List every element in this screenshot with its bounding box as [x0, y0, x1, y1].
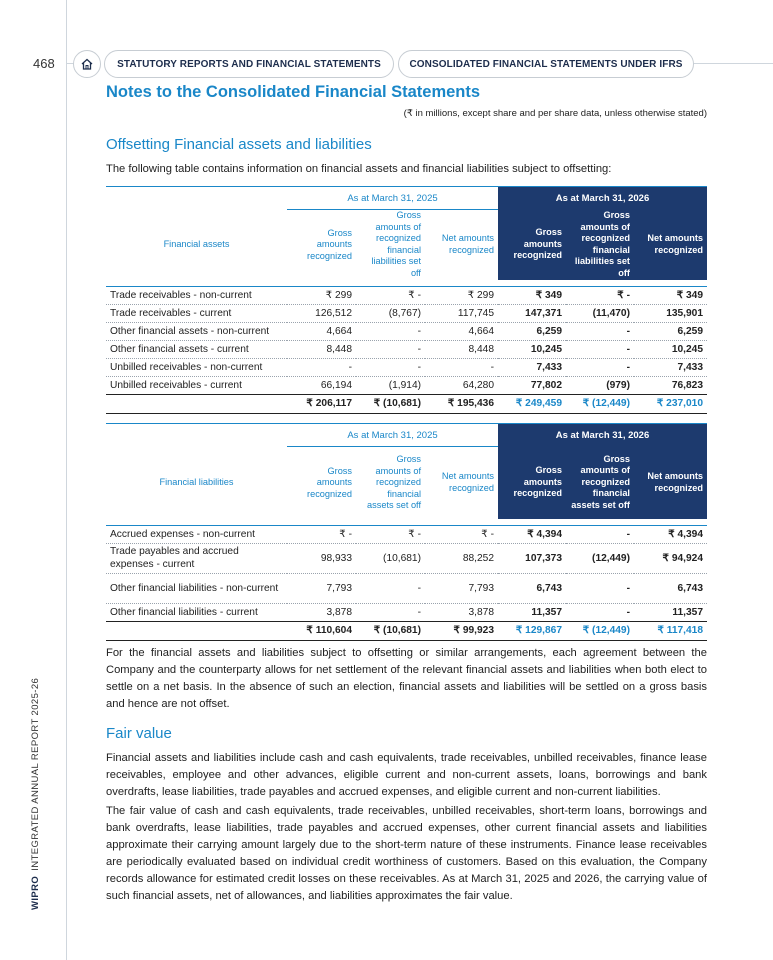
table-row	[106, 286, 707, 304]
home-button[interactable]	[73, 50, 101, 78]
table-row	[106, 304, 707, 322]
value-cell: 6,259	[634, 322, 707, 340]
value-cell: ₹ -	[566, 286, 634, 304]
totals-row	[106, 621, 707, 640]
column-header-label: Financial liabilities	[159, 476, 234, 487]
row-label: Trade payables and accrued expenses - current	[106, 543, 287, 573]
value-cell: 6,259	[498, 322, 566, 340]
total-cell: ₹ 99,923	[425, 621, 498, 640]
value-cell: 88,252	[425, 543, 498, 573]
value-cell: 4,664	[425, 322, 498, 340]
value-cell: 4,664	[287, 322, 356, 340]
page-title: Notes to the Consolidated Financial Statements	[106, 83, 481, 101]
column-header: Gross amounts recognized	[307, 227, 352, 261]
value-cell: 6,743	[498, 573, 566, 603]
row-label: Trade receivables - current	[106, 304, 287, 322]
value-cell: ₹ 349	[498, 286, 566, 304]
value-cell: 147,371	[498, 304, 566, 322]
totals-row	[106, 394, 707, 413]
table-row	[106, 543, 707, 573]
value-cell: 126,512	[287, 304, 356, 322]
side-brand	[30, 678, 41, 910]
value-cell: -	[425, 358, 498, 376]
column-header: Gross amounts recognized	[498, 210, 566, 280]
financial-liabilities-table	[106, 423, 707, 641]
value-cell: 10,245	[634, 340, 707, 358]
value-cell: -	[356, 340, 425, 358]
value-cell: 10,245	[498, 340, 566, 358]
value-cell: -	[566, 340, 634, 358]
value-cell: 7,433	[634, 358, 707, 376]
value-cell: (12,449)	[566, 543, 634, 573]
total-cell: ₹ (12,449)	[566, 394, 634, 413]
report-name: INTEGRATED ANNUAL REPORT 2025-26	[30, 677, 41, 871]
section-title-fair-value: Fair value	[106, 725, 172, 742]
financial-assets-table	[106, 186, 707, 414]
column-header: Gross amounts of recognized financial liabilities set off	[371, 210, 421, 278]
value-cell: 77,802	[498, 376, 566, 394]
value-cell: 107,373	[498, 543, 566, 573]
offset-paragraph: For the financial assets and liabilities subject to offsetting or similar arrangements, each agreement between the Company and the counterparty allows for net settlement of the relevant financial assets and liabilities when both elect to settle on a net basis. In the absence of such an election, financial assets and liabilities will be settled on a gross basis and hence are not offset.	[106, 647, 707, 710]
unit-note: (₹ in millions, except share and per share data, unless otherwise stated)	[403, 108, 707, 119]
value-cell: (8,767)	[356, 304, 425, 322]
value-cell: (10,681)	[356, 543, 425, 573]
page-number: 468	[33, 56, 55, 71]
table-row	[106, 573, 707, 603]
value-cell: 7,793	[425, 573, 498, 603]
value-cell: -	[356, 573, 425, 603]
row-label: Other financial assets - non-current	[106, 322, 287, 340]
table-row	[106, 376, 707, 394]
row-label: Other financial liabilities - current	[106, 603, 287, 621]
row-label: Other financial assets - current	[106, 340, 287, 358]
value-cell: -	[356, 603, 425, 621]
total-cell: ₹ (12,449)	[566, 621, 634, 640]
value-cell: (11,470)	[566, 304, 634, 322]
total-cell: ₹ (10,681)	[356, 621, 425, 640]
value-cell: -	[566, 322, 634, 340]
column-header: Net amounts recognized	[441, 471, 494, 493]
header-line-right	[692, 63, 773, 64]
column-header: Net amounts recognized	[634, 210, 707, 280]
row-label: Trade receivables - non-current	[106, 286, 287, 304]
row-label: Unbilled receivables - non-current	[106, 358, 287, 376]
value-cell: ₹ -	[425, 525, 498, 543]
value-cell: 117,745	[425, 304, 498, 322]
nav-statutory-reports[interactable]: STATUTORY REPORTS AND FINANCIAL STATEMENTS	[104, 50, 394, 78]
total-cell: ₹ 195,436	[425, 394, 498, 413]
table-row	[106, 603, 707, 621]
value-cell: ₹ 94,924	[634, 543, 707, 573]
value-cell: 3,878	[287, 603, 356, 621]
section-title-offsetting: Offsetting Financial assets and liabilities	[106, 136, 372, 153]
fair-value-paragraph-1: Financial assets and liabilities include cash and cash equivalents, trade receivables, unbilled receivables, finance lease receivables, employee and other advances, eligible current and non-current assets, loans, borrowings and bank overdrafts, lease liabilities, trade payables and accrued expenses, and eligible current and non-current liabilities.	[106, 752, 707, 798]
brand-name: WIPRO	[30, 875, 41, 910]
column-header: Gross amounts recognized	[498, 447, 566, 519]
value-cell: 8,448	[287, 340, 356, 358]
value-cell: 8,448	[425, 340, 498, 358]
total-cell: ₹ 117,418	[634, 621, 707, 640]
group-header-2026: As at March 31, 2026	[498, 187, 707, 210]
row-label: Accrued expenses - non-current	[106, 525, 287, 543]
row-label: Unbilled receivables - current	[106, 376, 287, 394]
value-cell: 7,793	[287, 573, 356, 603]
value-cell: 64,280	[425, 376, 498, 394]
value-cell: 3,878	[425, 603, 498, 621]
total-cell: ₹ 110,604	[287, 621, 356, 640]
home-icon	[80, 57, 94, 71]
value-cell: ₹ 4,394	[634, 525, 707, 543]
value-cell: -	[356, 358, 425, 376]
value-cell: 66,194	[287, 376, 356, 394]
total-cell: ₹ 129,867	[498, 621, 566, 640]
value-cell: -	[566, 525, 634, 543]
value-cell: ₹ -	[287, 525, 356, 543]
total-cell: ₹ 206,117	[287, 394, 356, 413]
value-cell: ₹ 299	[425, 286, 498, 304]
value-cell: ₹ -	[356, 525, 425, 543]
value-cell: -	[566, 603, 634, 621]
value-cell: -	[356, 322, 425, 340]
section-intro: The following table contains information on financial assets and financial liabilities subject to offsetting:	[106, 163, 612, 175]
margin-rule	[66, 0, 67, 960]
nav-consolidated-ifrs[interactable]: CONSOLIDATED FINANCIAL STATEMENTS UNDER IFRS	[398, 50, 694, 78]
value-cell: 76,823	[634, 376, 707, 394]
value-cell: (979)	[566, 376, 634, 394]
column-header: Gross amounts of recognized financial assets set off	[367, 454, 421, 510]
value-cell: ₹ 4,394	[498, 525, 566, 543]
value-cell: 11,357	[634, 603, 707, 621]
total-cell: ₹ 249,459	[498, 394, 566, 413]
column-header: Gross amounts of recognized financial assets set off	[566, 447, 634, 519]
column-header: Net amounts recognized	[441, 233, 494, 255]
column-header-label: Financial assets	[163, 238, 230, 249]
value-cell: ₹ 299	[287, 286, 356, 304]
value-cell: (1,914)	[356, 376, 425, 394]
table-row	[106, 322, 707, 340]
column-header: Net amounts recognized	[634, 447, 707, 519]
table-row	[106, 358, 707, 376]
value-cell: 11,357	[498, 603, 566, 621]
group-header-2026: As at March 31, 2026	[498, 424, 707, 447]
column-header: Gross amounts recognized	[307, 465, 352, 499]
table-row	[106, 340, 707, 358]
column-header: Gross amounts of recognized financial liabilities set off	[566, 210, 634, 280]
table-row	[106, 525, 707, 543]
value-cell: -	[287, 358, 356, 376]
value-cell: 7,433	[498, 358, 566, 376]
value-cell: 135,901	[634, 304, 707, 322]
row-label: Other financial liabilities - non-current	[106, 573, 287, 603]
value-cell: -	[566, 573, 634, 603]
value-cell: ₹ 349	[634, 286, 707, 304]
group-header-2025: As at March 31, 2025	[287, 424, 498, 447]
value-cell: -	[566, 358, 634, 376]
value-cell: 6,743	[634, 573, 707, 603]
value-cell: ₹ -	[356, 286, 425, 304]
group-header-2025: As at March 31, 2025	[287, 187, 498, 210]
total-cell: ₹ 237,010	[634, 394, 707, 413]
value-cell: 98,933	[287, 543, 356, 573]
total-cell: ₹ (10,681)	[356, 394, 425, 413]
fair-value-paragraph-2: The fair value of cash and cash equivalents, trade receivables, unbilled receivables, short-term loans, borrowings and bank overdrafts, lease liabilities, trade payables and accrued expenses, other current financial assets and liabilities approximate their carrying amount largely due to the short-term nature of these instruments. Finance lease receivables are periodically evaluated based on individual credit worthiness of customers. Based on this evaluation, the Company records allowance for estimated credit losses on these receivables. As at March 31, 2025 and 2026, the carrying value of such financial assets, net of allowances, and liabilities approximates the fair value.	[106, 805, 707, 902]
